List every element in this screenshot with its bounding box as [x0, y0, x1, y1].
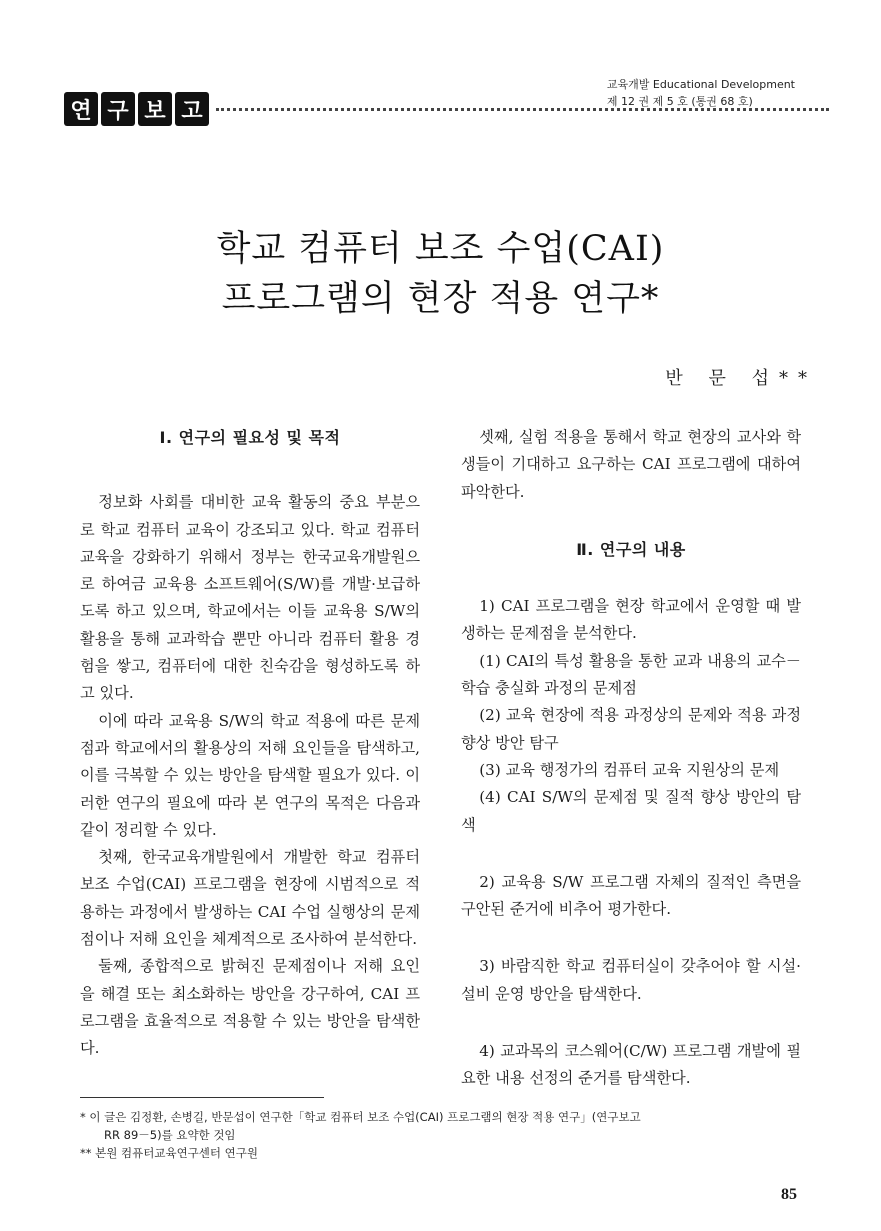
footnote-2: ** 본원 컴퓨터교육연구센터 연구원 [80, 1146, 258, 1160]
sub-list-item: (4) CAI S/W의 문제점 및 질적 향상 방안의 탐색 [461, 788, 801, 834]
footnote-1-continued: RR 89－5)를 요약한 것임 [104, 1128, 236, 1142]
list-item: 4) 교과목의 코스웨어(C/W) 프로그램 개발에 필요한 내용 선정의 준거를 탐색한다. [461, 1042, 801, 1088]
right-column [461, 424, 801, 1093]
paragraph: 이에 따라 교육용 S/W의 학교 적용에 따른 문제점과 학교에서의 활용상의 저해 요인들을 탐색하고, 이를 극복할 수 있는 방안을 탐색할 필요가 있다. 이러한 연구의 필요에 따라 본 연구의 목적은 다음과 같이 정리할 수 있다. [80, 711, 420, 839]
badge-char: 보 [138, 92, 172, 126]
title-line-1: 학교 컴퓨터 보조 수업(CAI) [216, 229, 665, 269]
sub-list-item: (2) 교육 현장에 적용 과정상의 문제와 적용 과정 향상 방안 탐구 [461, 706, 801, 752]
sub-list-item: (3) 교육 행정가의 컴퓨터 교육 지원상의 문제 [479, 760, 780, 779]
author: 반 문 섭** [665, 368, 817, 389]
paragraph: 둘째, 종합적으로 밝혀진 문제점이나 저해 요인을 해결 또는 최소화하는 방안을 강구하여, CAI 프로그램을 효율적으로 적용할 수 있는 방안을 탐색한다. [80, 957, 420, 1058]
section-heading-1: Ⅰ. 연구의 필요성 및 목적 [159, 428, 341, 447]
page-number: 85 [781, 1186, 797, 1203]
journal-volume: 제 12 권 제 5 호 (통권 68 호) [606, 95, 753, 108]
paragraph: 정보화 사회를 대비한 교육 활동의 중요 부분으로 학교 컴퓨터 교육이 강조되고 있다. 학교 컴퓨터 교육을 강화하기 위해서 정부는 한국교육개발원으로 하여금 교육용 소프트웨어(S/W)를 개발·보급하도록 하고 있으며, 학교에서는 이들 교육용 S/W의 활용을 통해 교과학습 뿐만 아니라 컴퓨터 활용 경험을 쌓고, 컴퓨터에 대한 친숙감을 형성하도록 하고 있다. [80, 493, 420, 703]
badge-char: 고 [175, 92, 209, 126]
footnote-divider [80, 1097, 324, 1098]
list-item: 2) 교육용 S/W 프로그램 자체의 질적인 측면을 구안된 준거에 비추어 평가한다. [461, 872, 801, 919]
section-badge [64, 92, 209, 126]
article-title [0, 224, 881, 324]
badge-char: 구 [101, 92, 135, 126]
badge-char: 연 [64, 92, 98, 126]
footnote-1: * 이 글은 김정환, 손병길, 반문섭이 연구한「학교 컴퓨터 보조 수업(CAI) 프로그램의 현장 적용 연구」(연구보고 [80, 1110, 641, 1124]
left-column [80, 424, 420, 1063]
section-heading-2: Ⅱ. 연구의 내용 [576, 539, 686, 559]
paragraph: 첫째, 한국교육개발원에서 개발한 학교 컴퓨터 보조 수업(CAI) 프로그램을 현장에 시범적으로 적용하는 과정에서 발생하는 CAI 수업 실행상의 문제점이나 저해 요인을 체계적으로 조사하여 분석한다. [80, 848, 420, 949]
paragraph: 셋째, 실험 적용을 통해서 학교 현장의 교사와 학생들이 기대하고 요구하는 CAI 프로그램에 대하여 파악한다. [461, 428, 801, 501]
sub-list-item: (1) CAI의 특성 활용을 통한 교과 내용의 교수－학습 충실화 과정의 문제점 [461, 651, 801, 698]
list-item: 1) CAI 프로그램을 현장 학교에서 운영할 때 발생하는 문제점을 분석한다. [461, 597, 801, 643]
title-line-2: 프로그램의 현장 적용 연구* [221, 279, 660, 319]
journal-title: 교육개발 Educational Development [606, 78, 795, 91]
footnotes [80, 1108, 820, 1162]
journal-info [607, 76, 795, 110]
list-item: 3) 바람직한 학교 컴퓨터실이 갖추어야 할 시설·설비 운영 방안을 탐색한다. [461, 957, 801, 1003]
